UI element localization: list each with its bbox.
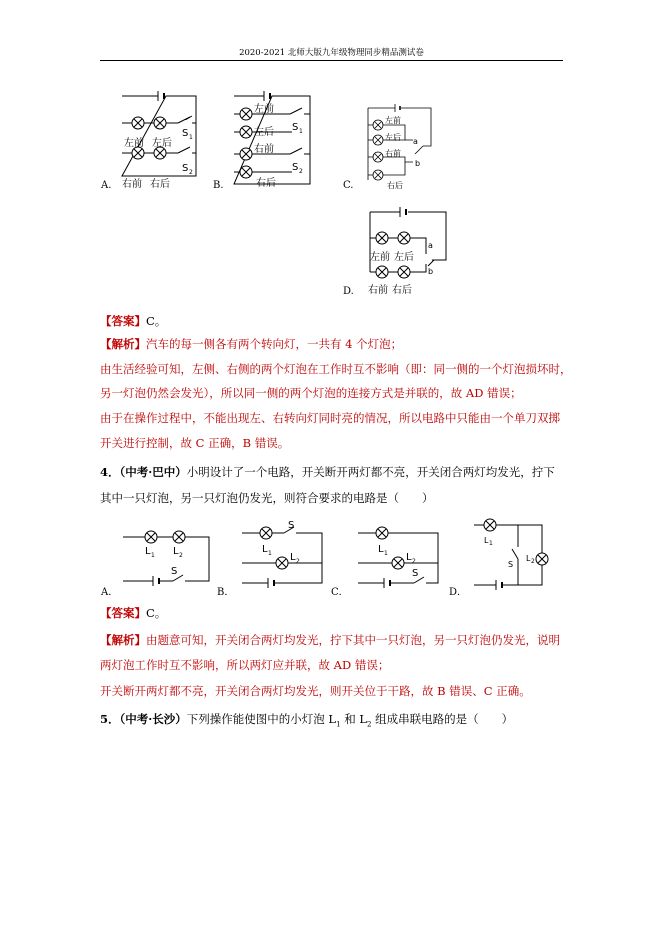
q4-answer: C。 <box>146 606 167 620</box>
q4d-l1: L <box>484 536 489 545</box>
q3-circuit-b <box>232 90 312 190</box>
q3c-front-left: 左前 <box>385 116 401 125</box>
q4-option-c[interactable]: C． <box>331 587 349 598</box>
q3-analysis-line-1 <box>100 336 570 352</box>
q4d-l2: L <box>526 554 531 563</box>
q4a-s: S <box>171 566 178 577</box>
q4c-l1: L <box>378 544 384 555</box>
q3b-front-right: 右前 <box>254 144 274 155</box>
q3c-a-label: a <box>413 137 418 146</box>
q4-answer-bracket: 【答案】 <box>100 606 146 620</box>
q3c-rear-right: 右后 <box>387 181 403 190</box>
q4c-l2: L <box>406 552 412 563</box>
q3a-s1-label: S <box>182 128 189 139</box>
q3d-rear-right: 右后 <box>392 285 412 296</box>
q3a-s1-sub: 1 <box>189 134 193 141</box>
header-divider <box>100 60 563 61</box>
q4-option-a[interactable]: A． <box>101 587 119 598</box>
q4d-s: S <box>508 560 514 569</box>
q3a-s2-label: S <box>182 163 189 174</box>
q3b-s2-sub: 2 <box>299 168 303 175</box>
q4b-l2: L <box>290 552 296 563</box>
q3a-s2-sub: 2 <box>189 169 193 176</box>
q4c-s: S <box>412 568 419 579</box>
q3d-front-right: 右前 <box>368 285 388 296</box>
q4-number: 4． <box>100 465 120 479</box>
q3b-rear-right: 右后 <box>256 178 276 189</box>
q3-analysis-text-1: 汽车的每一侧各有两个转向灯，一共有 4 个灯泡； <box>146 337 403 351</box>
q3-analysis-line-3: 另一灯泡仍然会发光），所以同一侧的两个灯泡的连接方式是并联的，故 AD 错误； <box>100 386 522 400</box>
q4-option-d[interactable]: D． <box>449 587 468 598</box>
q4-stem-line-2: 其中一只灯泡，另一只灯泡仍发光，则符合要求的电路是（ ） <box>100 491 434 505</box>
q4-circuit-a <box>121 525 211 585</box>
q3-answer: C。 <box>146 314 167 328</box>
q4b-l2-sub: 2 <box>296 558 300 565</box>
q3a-rear-left: 左后 <box>152 138 172 149</box>
q5-stem-b: 和 L <box>340 712 367 726</box>
q4a-l1-sub: 1 <box>151 552 155 559</box>
q4-analysis-text-1: 由题意可知，开关闭合两灯均发光，拧下其中一只灯泡，另一只灯泡仍发光，说明 <box>146 633 560 647</box>
q5-stem-c: 组成串联电路的是（ ） <box>371 712 514 726</box>
q4-analysis-line-2: 两灯泡工作时互不影响，所以两灯应并联，故 AD 错误； <box>100 658 390 672</box>
q3b-s1-label: S <box>292 122 299 133</box>
q3-circuit-c <box>365 100 445 190</box>
q3d-front-left: 左前 <box>370 252 390 263</box>
q4-source: （中考·巴中） <box>119 465 187 479</box>
q3a-front-right: 右前 <box>122 179 142 190</box>
q4-analysis-line-3: 开关断开两灯都不亮，开关闭合两灯均发光，则开关位于干路，故 B 错误、C 正确。 <box>100 684 531 698</box>
q3c-b-label: b <box>415 159 421 168</box>
q3-circuit-a <box>120 86 200 194</box>
q3d-rear-left: 左后 <box>394 252 414 263</box>
q3-analysis-line-5: 开关进行控制，故 C 正确，B 错误。 <box>100 436 290 450</box>
q5-sub1: 1 <box>336 720 341 729</box>
q3-analysis-bracket: 【解析】 <box>100 337 146 351</box>
q5-sub2: 2 <box>367 720 372 729</box>
q3c-front-right: 右前 <box>385 149 401 158</box>
q4b-s: S <box>288 520 295 531</box>
q3-answer-line <box>100 313 570 329</box>
q4c-l2-sub: 2 <box>412 558 416 565</box>
q3-analysis-line-4: 由于在操作过程中，不能出现左、右转向灯同时亮的情况，所以电路中只能由一个单刀双掷 <box>100 411 560 425</box>
q5-stem-line <box>100 711 570 732</box>
q3-circuit-d <box>368 206 448 298</box>
q3a-rear-right: 右后 <box>150 179 170 190</box>
q3a-front-left: 左前 <box>124 138 144 149</box>
q3b-front-left: 左前 <box>254 104 274 115</box>
q4-stem-line-1 <box>100 464 570 480</box>
q4-circuit-d <box>470 519 546 591</box>
q4-option-b[interactable]: B． <box>217 587 235 598</box>
q5-stem-a: 下列操作能使图中的小灯泡 L <box>186 712 337 726</box>
page-header: 2020-2021 北师大版九年级物理同步精品测试卷 <box>239 48 424 58</box>
q3-option-b[interactable]: B. <box>213 180 224 191</box>
q4a-l2-sub: 2 <box>179 552 183 559</box>
q4b-l1: L <box>262 544 268 555</box>
q4-analysis-bracket: 【解析】 <box>100 633 146 647</box>
q3c-rear-left: 左后 <box>385 133 401 142</box>
q3-answer-bracket: 【答案】 <box>100 314 146 328</box>
q3d-b-label: b <box>428 267 434 276</box>
q4-stem-text-1: 小明设计了一个电路，开关断开两灯都不亮，开关闭合两灯均发光，拧下 <box>186 465 555 479</box>
q3-option-a[interactable]: A. <box>101 180 112 191</box>
q4d-l1-sub: 1 <box>489 540 493 547</box>
q4a-l2: L <box>173 546 179 557</box>
q4-circuit-b <box>240 521 324 589</box>
q3-option-d[interactable]: D. <box>343 286 354 297</box>
q3b-rear-left: 左后 <box>254 127 274 138</box>
q3-option-c[interactable]: C. <box>343 180 354 191</box>
q5-source: （中考·长沙） <box>119 712 187 726</box>
q4d-l2-sub: 2 <box>531 558 535 565</box>
q3-analysis-line-2: 由生活经验可知，左侧、右侧的两个灯泡在工作时互不影响（即：同一侧的一个灯泡损坏时， <box>100 362 572 376</box>
q4-answer-line <box>100 605 570 621</box>
q4c-l1-sub: 1 <box>384 550 388 557</box>
q4a-l1: L <box>145 546 151 557</box>
q4-circuit-c <box>356 521 440 589</box>
q5-number: 5． <box>100 712 120 726</box>
q4-analysis-line-1 <box>100 632 570 648</box>
q3b-s2-label: S <box>292 162 299 173</box>
q3d-a-label: a <box>428 241 433 250</box>
q4b-l1-sub: 1 <box>268 550 272 557</box>
q3b-s1-sub: 1 <box>299 128 303 135</box>
